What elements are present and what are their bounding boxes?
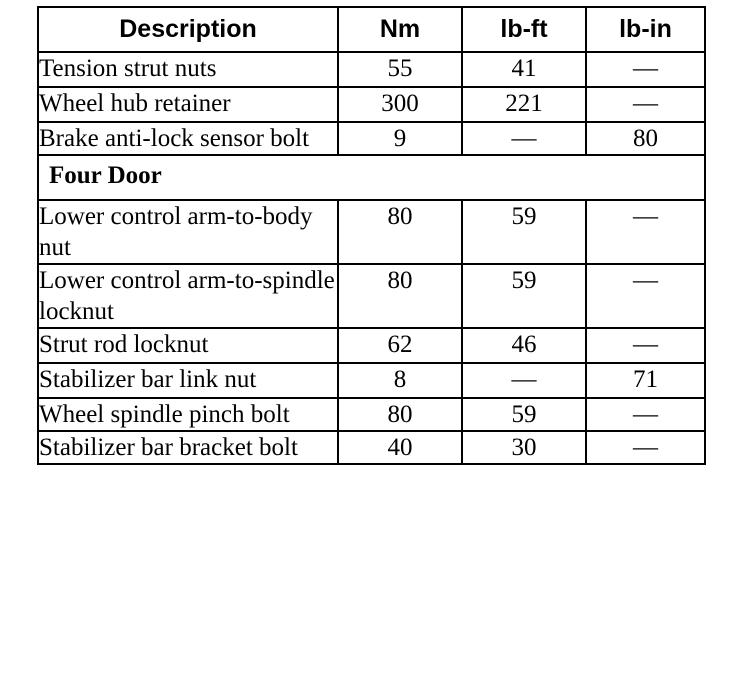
table-row bbox=[38, 398, 705, 431]
cell-nm: 55 bbox=[338, 52, 462, 87]
cell-lb-in: — bbox=[586, 87, 705, 122]
cell-nm: 80 bbox=[338, 200, 462, 264]
header-nm: Nm bbox=[338, 7, 462, 52]
cell-description: Tension strut nuts bbox=[38, 52, 338, 87]
section-title: Four Door bbox=[38, 155, 705, 200]
cell-nm: 40 bbox=[338, 431, 462, 464]
header-lb-ft: lb-ft bbox=[462, 7, 586, 52]
cell-lb-ft: 221 bbox=[462, 87, 586, 122]
section-row bbox=[38, 155, 705, 200]
cell-lb-ft: 59 bbox=[462, 264, 586, 328]
cell-description: Stabilizer bar link nut bbox=[38, 363, 338, 398]
cell-description: Wheel spindle pinch bolt bbox=[38, 398, 338, 431]
cell-lb-in: — bbox=[586, 200, 705, 264]
cell-description: Stabilizer bar bracket bolt bbox=[38, 431, 338, 464]
cell-nm: 62 bbox=[338, 328, 462, 363]
cell-nm: 300 bbox=[338, 87, 462, 122]
cell-description: Wheel hub retainer bbox=[38, 87, 338, 122]
cell-lb-in: 80 bbox=[586, 122, 705, 155]
table-header-row bbox=[38, 7, 705, 52]
cell-lb-in: 71 bbox=[586, 363, 705, 398]
cell-lb-in: — bbox=[586, 264, 705, 328]
table-row bbox=[38, 122, 705, 155]
cell-lb-in: — bbox=[586, 431, 705, 464]
torque-spec-table bbox=[37, 6, 706, 465]
cell-lb-ft: 41 bbox=[462, 52, 586, 87]
header-lb-in: lb-in bbox=[586, 7, 705, 52]
cell-nm: 80 bbox=[338, 264, 462, 328]
cell-lb-in: — bbox=[586, 398, 705, 431]
cell-description: Lower control arm-to-body nut bbox=[38, 200, 338, 264]
table-row bbox=[38, 200, 705, 264]
cell-lb-ft: — bbox=[462, 122, 586, 155]
table-row bbox=[38, 264, 705, 328]
table-row bbox=[38, 52, 705, 87]
cell-lb-ft: 46 bbox=[462, 328, 586, 363]
cell-lb-in: — bbox=[586, 328, 705, 363]
table-row bbox=[38, 87, 705, 122]
cell-nm: 9 bbox=[338, 122, 462, 155]
cell-description: Lower control arm-to-spindle locknut bbox=[38, 264, 338, 328]
cell-lb-ft: — bbox=[462, 363, 586, 398]
cell-lb-ft: 59 bbox=[462, 398, 586, 431]
cell-description: Strut rod locknut bbox=[38, 328, 338, 363]
table-row bbox=[38, 431, 705, 464]
cell-lb-ft: 30 bbox=[462, 431, 586, 464]
cell-nm: 80 bbox=[338, 398, 462, 431]
cell-description: Brake anti-lock sensor bolt bbox=[38, 122, 338, 155]
cell-lb-ft: 59 bbox=[462, 200, 586, 264]
table-row bbox=[38, 328, 705, 363]
cell-nm: 8 bbox=[338, 363, 462, 398]
cell-lb-in: — bbox=[586, 52, 705, 87]
table-row bbox=[38, 363, 705, 398]
header-description: Description bbox=[38, 7, 338, 52]
